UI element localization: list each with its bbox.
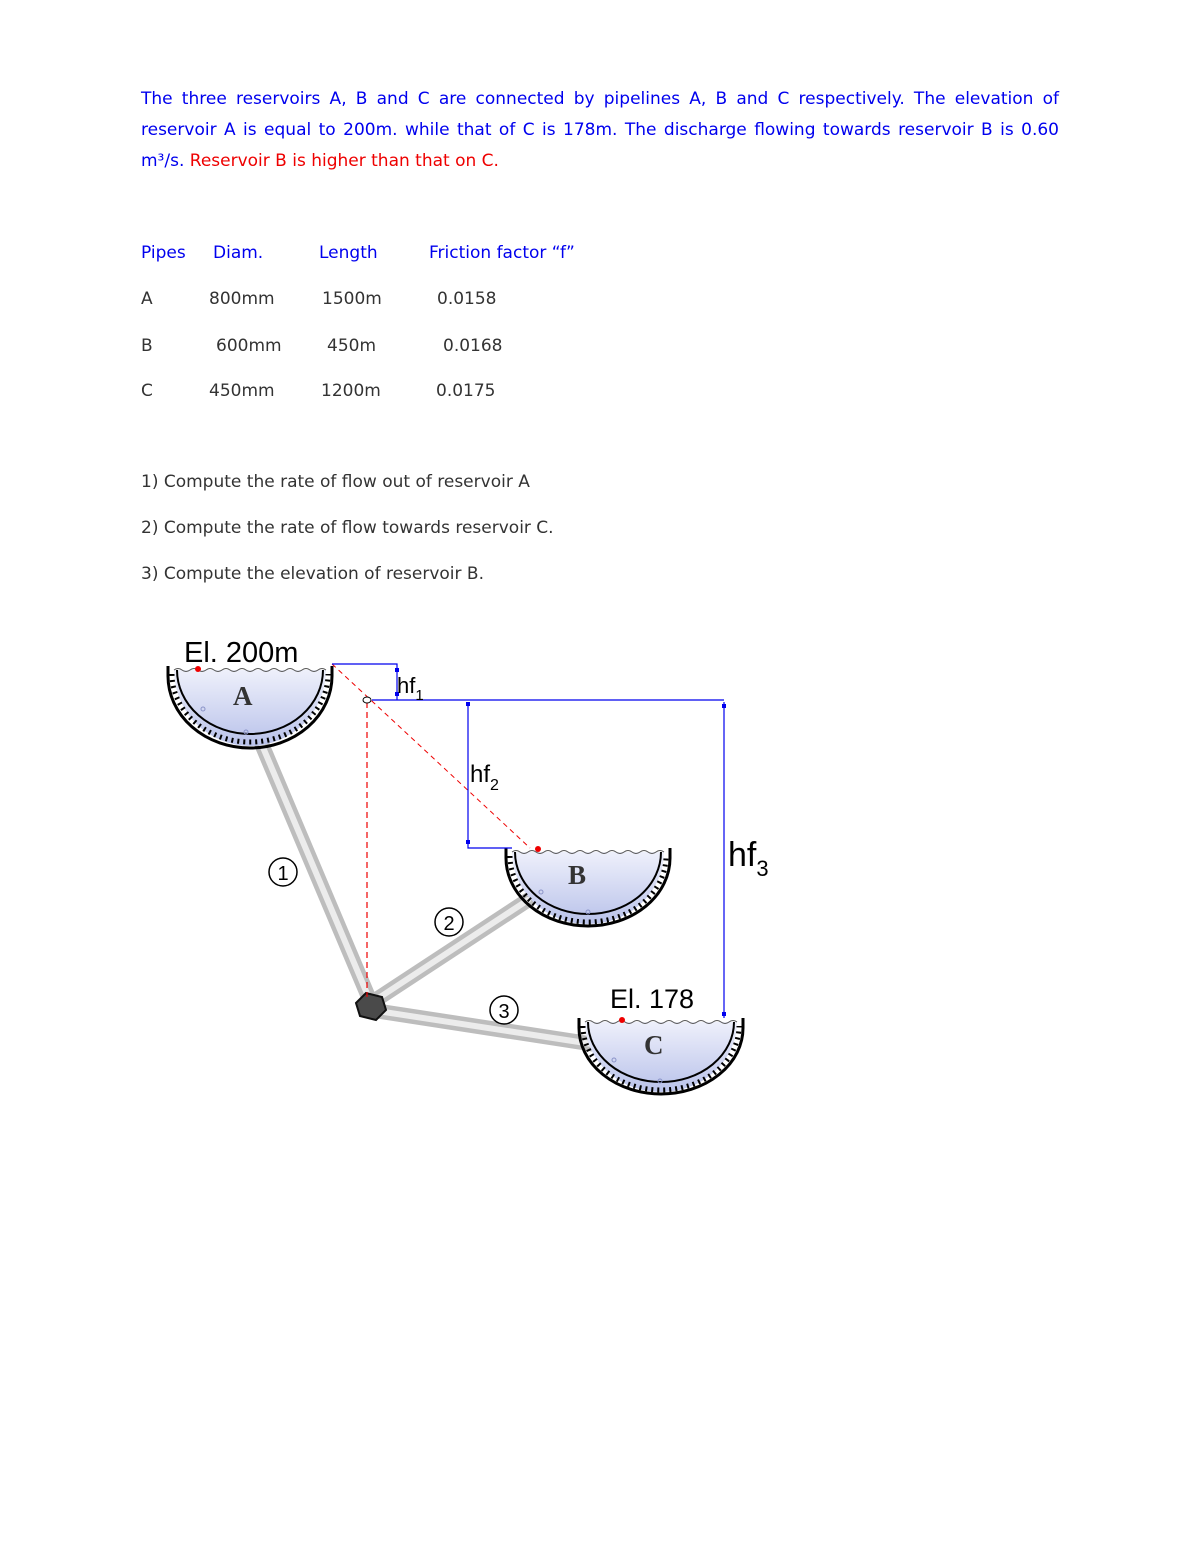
pipe-3 [371, 1010, 592, 1044]
dimension-lines [332, 664, 724, 1018]
hf2-text: hf [470, 761, 491, 788]
hf3-text: hf [728, 836, 757, 874]
junction-head-marker [363, 697, 371, 703]
reservoir-b [506, 846, 670, 926]
pipe-3-marker [490, 996, 518, 1024]
pipe-1-marker [269, 858, 297, 886]
cell-diam: 600mm [216, 336, 282, 356]
cell-length: 1500m [322, 289, 382, 309]
cell-pipe: B [141, 336, 153, 356]
cell-diam: 450mm [209, 381, 275, 401]
hf3-subscript: 3 [756, 856, 769, 881]
hf1-label [397, 673, 424, 704]
cell-pipe: A [141, 289, 153, 309]
statement-blue: The three reservoirs A, B and C are connected by pipelines A, B and C respectively. The elevation of reservoir A is equal to 200m. while that of C is 178m. The discharge flowing towards reservoir B is 0.60 m³/s. [141, 89, 1059, 171]
elevation-a-label: El. 200m [184, 637, 299, 669]
hf1-subscript: 1 [415, 687, 424, 704]
dimension-ticks [395, 668, 726, 1016]
cell-friction: 0.0168 [443, 336, 503, 356]
pipe-2-marker [435, 908, 463, 936]
reservoir-a-label: A [233, 681, 253, 711]
hf3-label [728, 836, 769, 881]
cell-friction: 0.0175 [436, 381, 496, 401]
header-pipes: Pipes [141, 243, 186, 263]
header-friction: Friction factor “f” [429, 243, 575, 263]
hydraulic-grade-line [332, 664, 530, 848]
hf1-text: hf [397, 673, 416, 698]
pipe-3-number: 3 [498, 1001, 510, 1023]
cell-length: 1200m [321, 381, 381, 401]
cell-friction: 0.0158 [437, 289, 497, 309]
question-3: 3) Compute the elevation of reservoir B. [141, 564, 484, 584]
question-1: 1) Compute the rate of flow out of reservoir A [141, 472, 530, 492]
question-2: 2) Compute the rate of flow towards reservoir C. [141, 518, 554, 538]
header-diam: Diam. [213, 243, 264, 263]
pipe-1-number: 1 [277, 863, 289, 885]
cell-length: 450m [327, 336, 377, 356]
header-length: Length [319, 243, 378, 263]
cell-pipe: C [141, 381, 153, 401]
hf2-label [470, 761, 499, 794]
cell-diam: 800mm [209, 289, 275, 309]
hf2-subscript: 2 [490, 777, 499, 794]
reservoir-c-label: C [644, 1030, 664, 1060]
pipe-2-number: 2 [443, 913, 455, 935]
statement-red: Reservoir B is higher than that on C. [189, 151, 499, 171]
reservoir-b-label: B [568, 860, 587, 890]
elevation-c-label: El. 178 [610, 984, 695, 1014]
